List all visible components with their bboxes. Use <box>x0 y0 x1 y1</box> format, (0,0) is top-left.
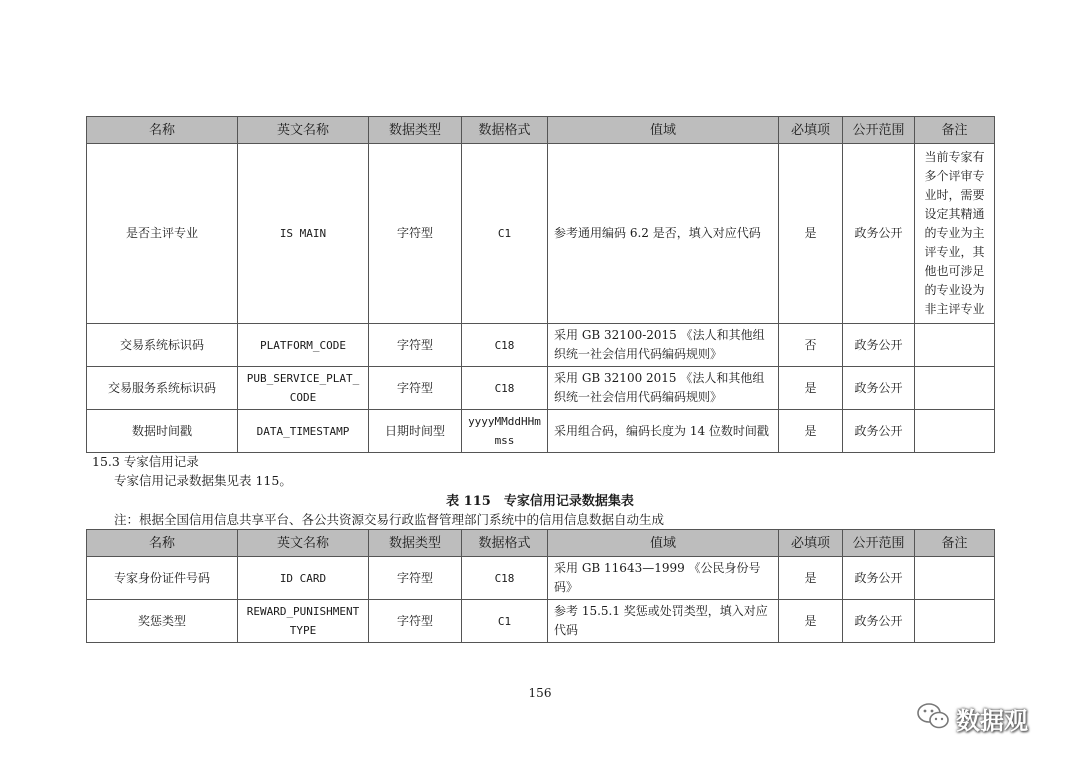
section-heading: 15.3 专家信用记录 <box>92 454 199 469</box>
cell-required: 是 <box>779 557 843 600</box>
watermark <box>916 700 1056 736</box>
col-header-required: 必填项 <box>779 530 843 557</box>
cell-name: 奖惩类型 <box>87 600 238 643</box>
cell-required: 是 <box>779 600 843 643</box>
cell-name: 是否主评专业 <box>87 144 238 324</box>
col-header-remark: 备注 <box>915 530 995 557</box>
cell-type: 日期时间型 <box>369 410 462 453</box>
cell-name: 数据时间戳 <box>87 410 238 453</box>
cell-remark <box>915 410 995 453</box>
cell-domain: 参考 15.5.1 奖惩或处罚类型，填入对应代码 <box>548 600 779 643</box>
cell-remark <box>915 600 995 643</box>
wechat-icon <box>916 702 950 734</box>
col-header-name: 名称 <box>87 530 238 557</box>
table-row <box>87 557 995 600</box>
cell-en: ID CARD <box>238 557 369 600</box>
table-row <box>87 324 995 367</box>
col-header-domain: 值域 <box>548 117 779 144</box>
cell-domain: 参考通用编码 6.2 是否，填入对应代码 <box>548 144 779 324</box>
cell-scope: 政务公开 <box>843 367 915 410</box>
col-header-domain: 值域 <box>548 530 779 557</box>
cell-domain: 采用组合码，编码长度为 14 位数时间戳 <box>548 410 779 453</box>
cell-name: 专家身份证件号码 <box>87 557 238 600</box>
table-row <box>87 600 995 643</box>
cell-scope: 政务公开 <box>843 324 915 367</box>
cell-remark <box>915 367 995 410</box>
col-header-en: 英文名称 <box>238 117 369 144</box>
col-header-required: 必填项 <box>779 117 843 144</box>
table-row <box>87 410 995 453</box>
cell-name: 交易系统标识码 <box>87 324 238 367</box>
col-header-format: 数据格式 <box>462 117 548 144</box>
table-header-row <box>87 530 995 557</box>
col-header-en: 英文名称 <box>238 530 369 557</box>
col-header-scope: 公开范围 <box>843 117 915 144</box>
cell-remark <box>915 324 995 367</box>
cell-type: 字符型 <box>369 144 462 324</box>
col-header-remark: 备注 <box>915 117 995 144</box>
cell-en: PLATFORM_CODE <box>238 324 369 367</box>
cell-type: 字符型 <box>369 367 462 410</box>
cell-remark <box>915 557 995 600</box>
cell-format: C18 <box>462 367 548 410</box>
cell-required: 是 <box>779 410 843 453</box>
col-header-name: 名称 <box>87 117 238 144</box>
col-header-type: 数据类型 <box>369 530 462 557</box>
cell-format: yyyyMMddHHmmss <box>462 410 548 453</box>
cell-required: 是 <box>779 144 843 324</box>
cell-type: 字符型 <box>369 557 462 600</box>
page-number: 156 <box>528 686 552 700</box>
table-note: 注：根据全国信用信息共享平台、各公共资源交易行政监督管理部门系统中的信用信息数据自动生成 <box>114 512 665 527</box>
cell-format: C18 <box>462 557 548 600</box>
col-header-scope: 公开范围 <box>843 530 915 557</box>
cell-required: 否 <box>779 324 843 367</box>
table-caption: 表 115 专家信用记录数据集表 <box>446 494 634 509</box>
cell-domain: 采用 GB 32100-2015 《法人和其他组织统一社会信用代码编码规则》 <box>548 324 779 367</box>
col-header-format: 数据格式 <box>462 530 548 557</box>
cell-format: C1 <box>462 600 548 643</box>
cell-type: 字符型 <box>369 324 462 367</box>
table-header-row <box>87 117 995 144</box>
table-row <box>87 367 995 410</box>
cell-format: C18 <box>462 324 548 367</box>
section-paragraph: 专家信用记录数据集见表 115。 <box>114 473 292 488</box>
watermark-text: 数据观 <box>956 706 1028 735</box>
cell-type: 字符型 <box>369 600 462 643</box>
cell-scope: 政务公开 <box>843 600 915 643</box>
cell-en: IS MAIN <box>238 144 369 324</box>
cell-en: REWARD_PUNISHMENT TYPE <box>238 600 369 643</box>
cell-format: C1 <box>462 144 548 324</box>
cell-en: DATA_TIMESTAMP <box>238 410 369 453</box>
cell-required: 是 <box>779 367 843 410</box>
data-table-1 <box>86 116 995 453</box>
cell-scope: 政务公开 <box>843 144 915 324</box>
cell-domain: 采用 GB 32100 2015 《法人和其他组织统一社会信用代码编码规则》 <box>548 367 779 410</box>
cell-en: PUB_SERVICE_PLAT_CODE <box>238 367 369 410</box>
data-table-2 <box>86 529 995 643</box>
cell-scope: 政务公开 <box>843 410 915 453</box>
table-row <box>87 144 995 324</box>
cell-domain: 采用 GB 11643—1999 《公民身份号码》 <box>548 557 779 600</box>
cell-remark: 当前专家有多个评审专业时，需要设定其精通的专业为主评专业，其他也可涉足的专业设为非主评专业 <box>915 144 995 324</box>
cell-name: 交易服务系统标识码 <box>87 367 238 410</box>
col-header-type: 数据类型 <box>369 117 462 144</box>
cell-scope: 政务公开 <box>843 557 915 600</box>
